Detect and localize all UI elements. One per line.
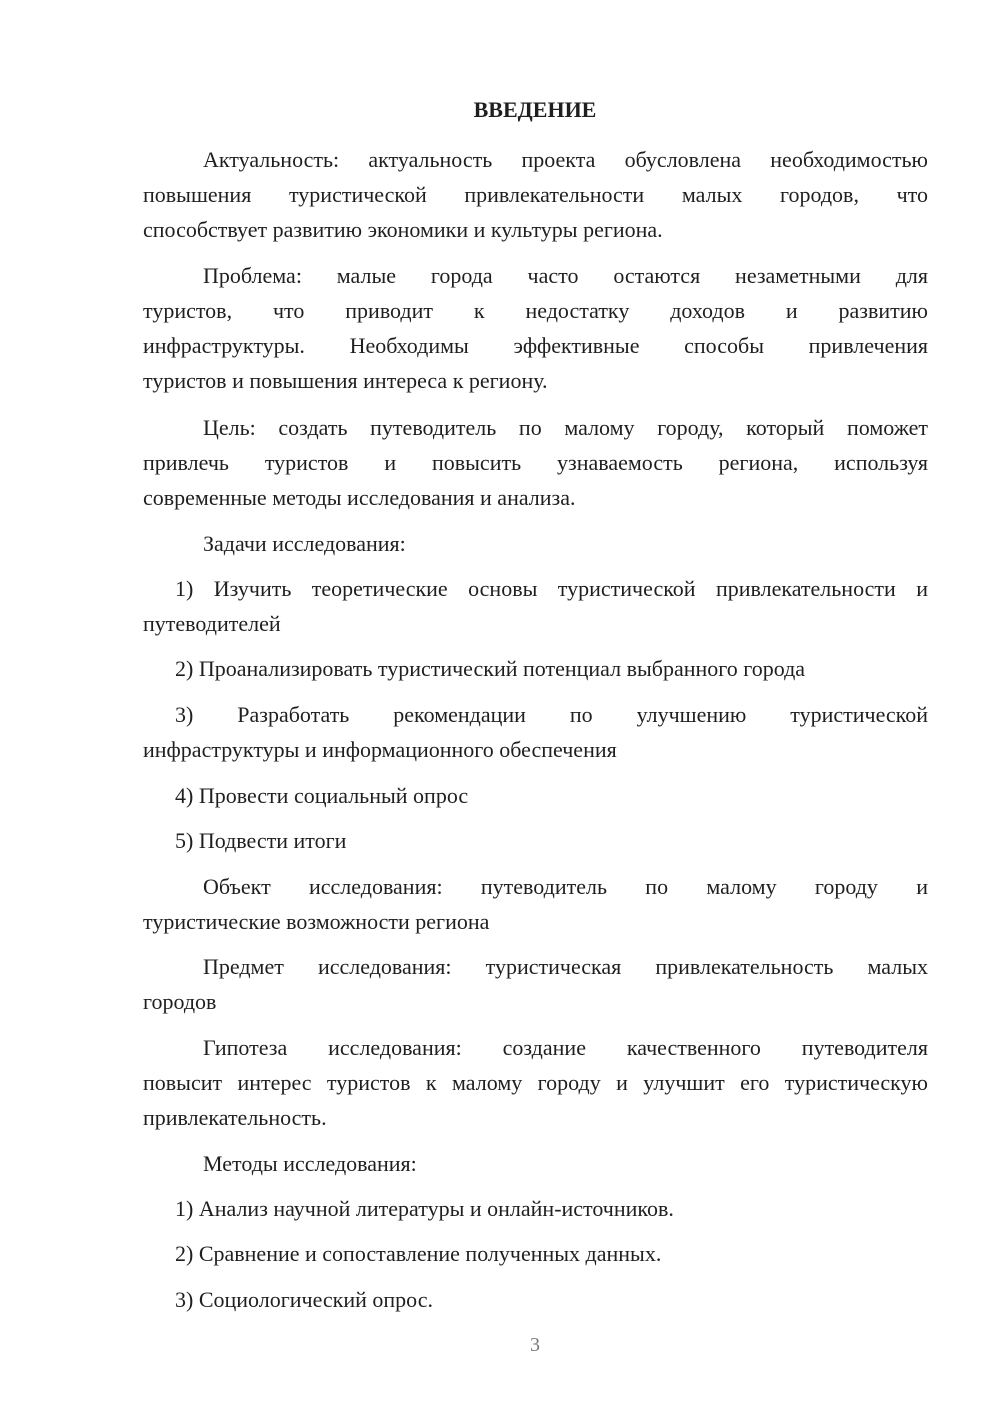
text-line: туристические возможности региона [143, 909, 490, 934]
methods-heading [143, 1146, 928, 1181]
text-line: привлечь туристов и повысить узнаваемость региона, используя [143, 450, 928, 475]
task-item-3 [143, 697, 928, 767]
text-line: Проблема: малые города часто остаются незаметными для [203, 263, 928, 288]
tasks-heading [143, 526, 928, 561]
text-line: способствует развитию экономики и культуры региона. [143, 217, 663, 242]
task-item-5 [143, 823, 928, 858]
paragraph-object [143, 869, 928, 939]
text-line: инфраструктуры и информационного обеспечения [143, 737, 617, 762]
text-line: повысит интерес туристов к малому городу и улучшит его туристическую [143, 1070, 928, 1095]
text-line: Цель: создать путеводитель по малому городу, который поможет [203, 415, 928, 440]
text-line: путеводителей [143, 611, 281, 636]
text-line: Гипотеза исследования: создание качественного путеводителя [203, 1035, 928, 1060]
method-item-1 [143, 1191, 928, 1226]
paragraph-hypothesis [143, 1030, 928, 1135]
paragraph-goal [143, 410, 928, 515]
text-line: привлекательность. [143, 1105, 327, 1130]
text-line: 2) Проанализировать туристический потенциал выбранного города [175, 656, 806, 681]
text-line: Актуальность: актуальность проекта обусловлена необходимостью [203, 147, 928, 172]
text-line: 2) Сравнение и сопоставление полученных данных. [175, 1241, 662, 1266]
text-line: инфраструктуры. Необходимы эффективные способы привлечения [143, 333, 928, 358]
paragraph-problem [143, 258, 928, 398]
text-line: Объект исследования: путеводитель по малому городу и [203, 874, 928, 899]
text-line: 3) Социологический опрос. [175, 1287, 433, 1312]
text-line: 1) Анализ научной литературы и онлайн-источников. [175, 1196, 674, 1221]
text-line: туристов, что приводит к недостатку доходов и развитию [143, 298, 928, 323]
method-item-3 [143, 1282, 928, 1317]
text-line: Методы исследования: [203, 1151, 417, 1176]
task-item-2 [143, 651, 928, 686]
text-line: Предмет исследования: туристическая привлекательность малых [203, 954, 928, 979]
text-line: туристов и повышения интереса к региону. [143, 368, 548, 393]
text-line: 4) Провести социальный опрос [175, 783, 469, 808]
text-line: Задачи исследования: [203, 531, 406, 556]
task-item-1 [143, 571, 928, 641]
page-number: 3 [530, 1334, 540, 1356]
task-item-4 [143, 778, 928, 813]
text-line: 1) Изучить теоретические основы туристической привлекательности и [175, 576, 928, 601]
method-item-2 [143, 1236, 928, 1271]
text-line: современные методы исследования и анализа. [143, 485, 576, 510]
text-line: городов [143, 989, 217, 1014]
page-title: ВВЕДЕНИЕ [473, 97, 597, 122]
text-line: повышения туристической привлекательности малых городов, что [143, 182, 928, 207]
paragraph-subject [143, 949, 928, 1019]
text-line: 5) Подвести итоги [175, 828, 347, 853]
text-line: 3) Разработать рекомендации по улучшению туристической [175, 702, 928, 727]
paragraph-relevance [143, 142, 928, 247]
